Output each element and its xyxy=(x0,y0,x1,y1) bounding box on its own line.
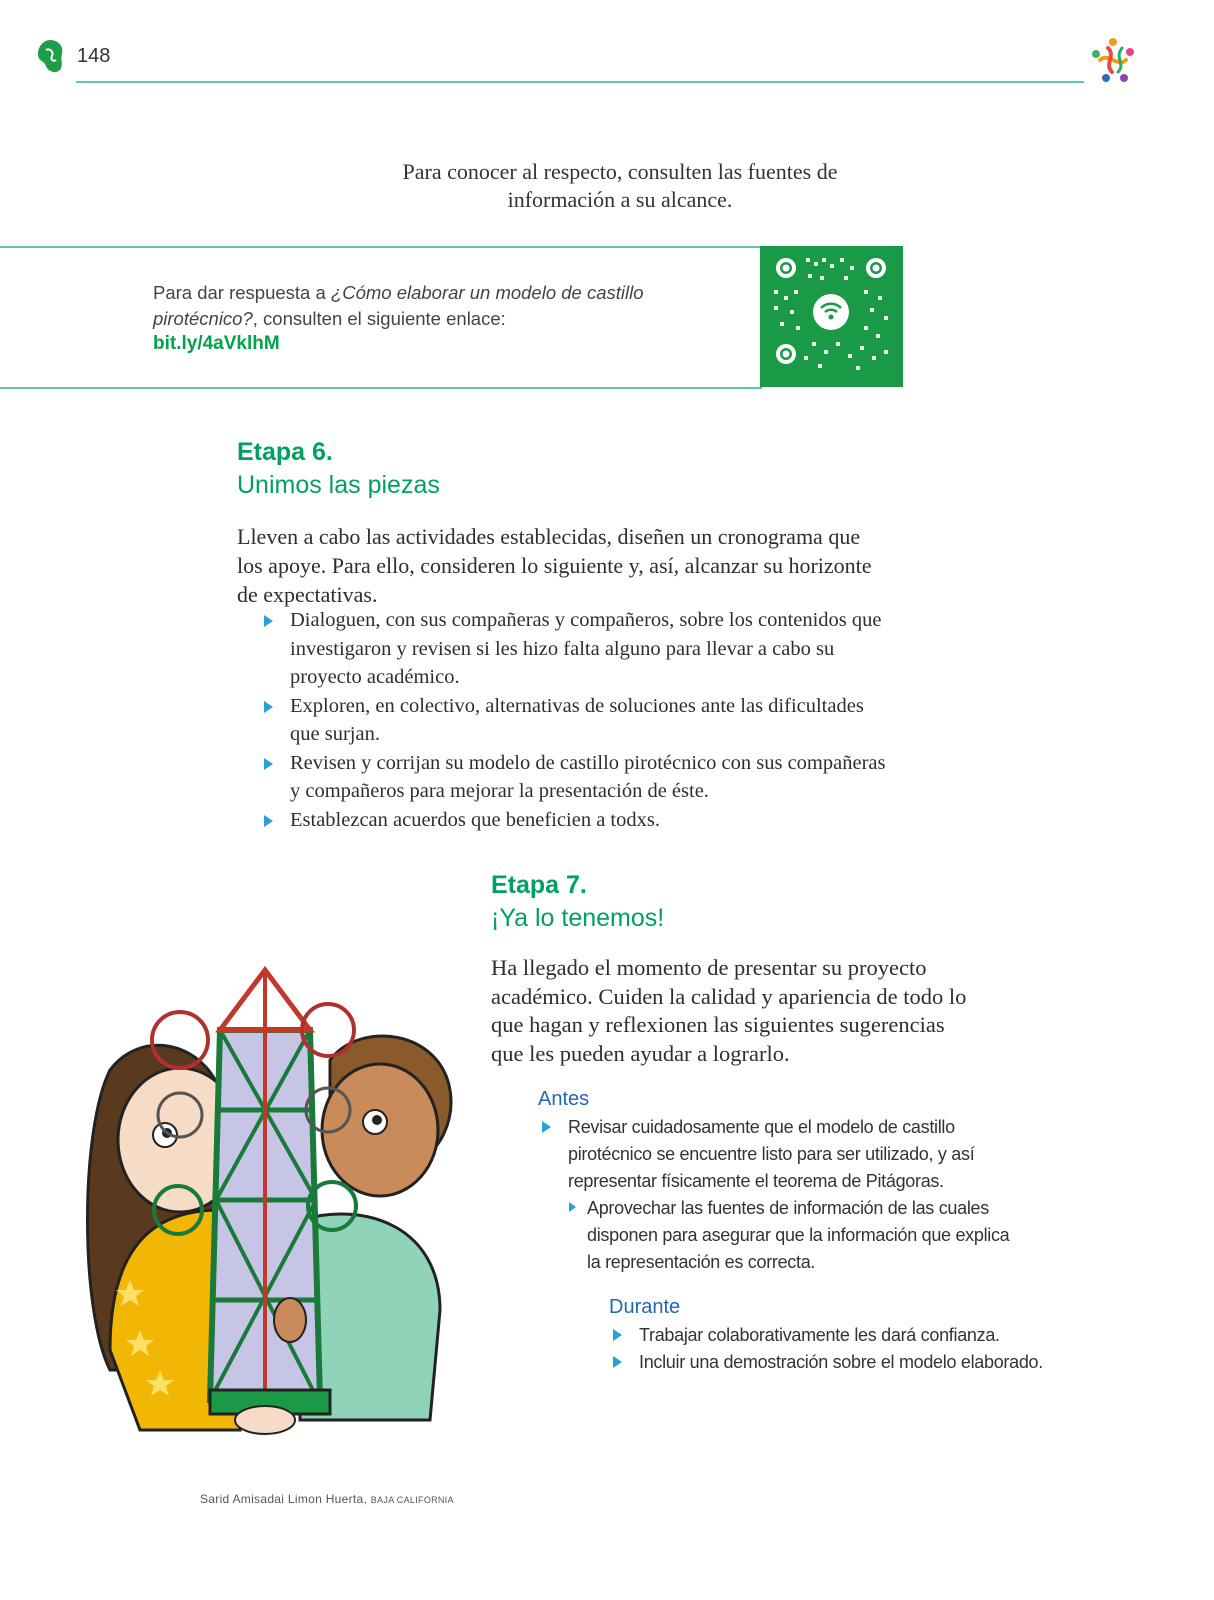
list-item xyxy=(260,749,890,806)
bullet-text: Dialoguen, con sus compañeras y compañeros, sobre los contenidos que investigaron y revisen si les hizo falta alguno para llevar a cabo su proyecto académico. xyxy=(290,609,882,688)
link-text-post: , consulten el siguiente enlace: xyxy=(252,308,506,329)
bullet-arrow-icon xyxy=(613,1356,622,1368)
bullet-text: Trabajar colaborativamente les dará confianza. xyxy=(639,1325,1000,1345)
etapa6-paragraph: Lleven a cabo las actividades establecidas, diseñen un cronograma que los apoye. Para ello, consideren lo siguiente y, así, alcanzar su horizonte de expectativas. xyxy=(237,524,872,607)
credit-place: BAJA CALIFORNIA xyxy=(370,1495,454,1505)
bullet-arrow-icon xyxy=(264,701,273,713)
list-item xyxy=(260,806,890,835)
etapa6-heading xyxy=(237,436,440,502)
etapa7-paragraph: Ha llegado el momento de presentar su proyecto académico. Cuiden la calidad y apariencia de todo lo que hagan y reflexionen las siguientes sugerencias que les pueden ayudar a lograrlo. xyxy=(491,955,967,1066)
resource-link[interactable]: bit.ly/4aVklhM xyxy=(153,333,280,354)
list-item xyxy=(538,1114,1008,1195)
list-item xyxy=(260,606,890,692)
durante-list xyxy=(609,1322,1079,1376)
bullet-text: Establezcan acuerdos que beneficien a todxs. xyxy=(290,808,660,831)
bullet-arrow-icon xyxy=(542,1121,551,1133)
illustration-children-castillo xyxy=(70,950,470,1480)
bullet-text: Exploren, en colectivo, alternativas de soluciones ante las dificultades que surjan. xyxy=(290,694,864,745)
bullet-arrow-icon xyxy=(264,758,273,770)
antes-list-nested xyxy=(557,1195,1017,1276)
link-text-pre: Para dar respuesta a xyxy=(153,282,331,303)
list-item xyxy=(260,692,890,749)
list-item xyxy=(609,1322,1079,1349)
bullet-text: Revisar cuidadosamente que el modelo de castillo pirotécnico se encuentre listo para ser utilizado, y así representar físicamente el teorema de Pitágoras. xyxy=(568,1117,975,1191)
intro-paragraph: Para conocer al respecto, consulten las fuentes de información a su alcance. xyxy=(402,159,838,212)
list-item xyxy=(609,1349,1079,1376)
etapa6-bullet-list xyxy=(260,606,890,834)
bullet-arrow-icon xyxy=(264,815,273,827)
link-text-question: ¿Cómo elaborar un modelo de castillo pirotécnico? xyxy=(153,282,644,329)
bullet-text: Aprovechar las fuentes de información de las cuales disponen para asegurar que la información que explica la representación es correcta. xyxy=(587,1198,1010,1272)
credit-name: Sarid Amisadai Limon Huerta, xyxy=(200,1492,368,1506)
etapa6-title: Unimos las piezas xyxy=(237,471,440,499)
bullet-text: Incluir una demostración sobre el modelo elaborado. xyxy=(639,1352,1043,1372)
series-logo-icon xyxy=(36,38,68,74)
etapa7-label: Etapa 7. xyxy=(491,871,587,899)
page-number: 148 xyxy=(77,45,111,67)
antes-list xyxy=(538,1114,1008,1195)
qr-code-icon[interactable] xyxy=(760,246,903,387)
etapa7-title: ¡Ya lo tenemos! xyxy=(491,904,665,932)
bullet-arrow-icon xyxy=(569,1202,576,1212)
antes-heading: Antes xyxy=(538,1088,590,1110)
list-item xyxy=(557,1195,1017,1276)
bullet-text: Revisen y corrijan su modelo de castillo pirotécnico con sus compañeras y compañeros para mejorar la presentación de éste. xyxy=(290,751,886,802)
illustration-credit xyxy=(200,1492,454,1506)
bullet-arrow-icon xyxy=(264,615,273,627)
bullet-arrow-icon xyxy=(613,1329,622,1341)
header-rule xyxy=(76,81,1084,83)
etapa7-heading xyxy=(491,869,664,935)
etapa6-label: Etapa 6. xyxy=(237,438,333,466)
link-box-text xyxy=(153,280,673,332)
nem-logo-icon xyxy=(1086,34,1140,88)
durante-heading: Durante xyxy=(609,1296,681,1318)
